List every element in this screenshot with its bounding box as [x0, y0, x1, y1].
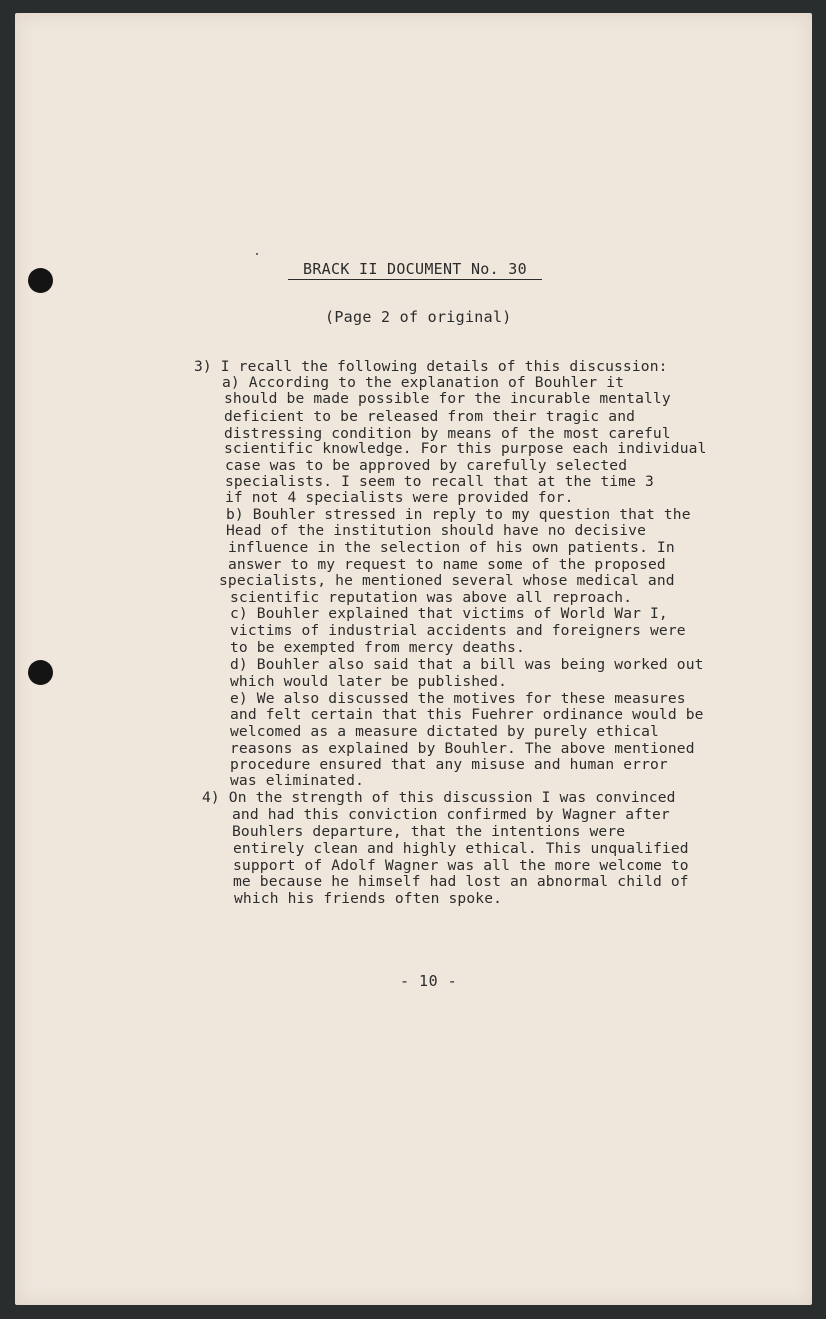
body-line: 3) I recall the following details of this discussion:	[194, 358, 668, 375]
body-line: and had this conviction confirmed by Wagner after	[232, 806, 670, 823]
body-line: reasons as explained by Bouhler. The above mentioned	[230, 740, 695, 757]
body-line: 4) On the strength of this discussion I was convinced	[202, 789, 676, 806]
body-line: and felt certain that this Fuehrer ordinance would be	[230, 706, 704, 723]
body-line: Bouhlers departure, that the intentions were	[232, 823, 626, 840]
body-line: b) Bouhler stressed in reply to my question that the	[226, 506, 691, 523]
body-line: should be made possible for the incurable mentally	[224, 390, 671, 407]
body-line: was eliminated.	[230, 772, 365, 789]
body-line: answer to my request to name some of the proposed	[228, 556, 666, 573]
body-line: victims of industrial accidents and foreigners were	[230, 622, 686, 639]
body-line: d) Bouhler also said that a bill was being worked out	[230, 656, 704, 673]
body-line: to be exempted from mercy deaths.	[230, 639, 525, 656]
body-line: scientific knowledge. For this purpose each individual	[224, 440, 707, 457]
body-line: if not 4 specialists were provided for.	[225, 489, 574, 506]
body-line: c) Bouhler explained that victims of World War I,	[230, 605, 668, 622]
body-line: which would later be published.	[230, 673, 508, 690]
body-line: specialists. I seem to recall that at the time 3	[225, 473, 654, 490]
body-line: me because he himself had lost an abnormal child of	[233, 873, 689, 890]
page-number: - 10 -	[400, 972, 458, 990]
body-line: distressing condition by means of the most careful	[224, 425, 671, 442]
body-line: Head of the institution should have no decisive	[226, 522, 647, 539]
body-line: entirely clean and highly ethical. This unqualified	[233, 840, 689, 857]
body-line: influence in the selection of his own patients. In	[228, 539, 675, 556]
body-line: procedure ensured that any misuse and human error	[230, 756, 668, 773]
body-line: specialists, he mentioned several whose medical and	[219, 572, 675, 589]
page-subheading: (Page 2 of original)	[325, 308, 512, 326]
body-line: which his friends often spoke.	[234, 890, 503, 907]
body-line: scientific reputation was above all reproach.	[230, 589, 633, 606]
body-line: support of Adolf Wagner was all the more welcome to	[233, 857, 689, 874]
body-line: case was to be approved by carefully selected	[225, 457, 628, 474]
body-line: e) We also discussed the motives for these measures	[230, 690, 686, 707]
body-line: deficient to be released from their tragic and	[224, 408, 636, 425]
document-heading: BRACK II DOCUMENT No. 30	[288, 260, 542, 280]
body-line: welcomed as a measure dictated by purely ethical	[230, 723, 659, 740]
body-line: a) According to the explanation of Bouhler it	[222, 374, 625, 391]
